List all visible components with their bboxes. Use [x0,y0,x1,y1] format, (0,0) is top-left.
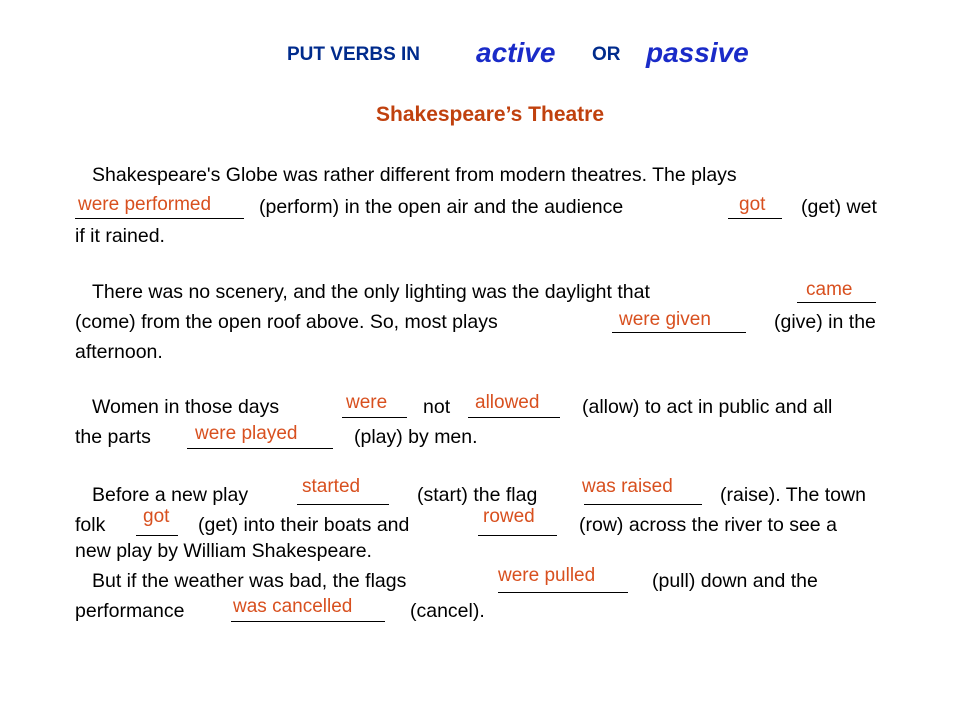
p2-line3: afternoon. [75,341,163,363]
p3-blank1 [342,417,407,418]
p5-line2a: performance [75,600,185,622]
p5-answer2: was cancelled [233,596,353,617]
p4-blank2 [584,504,702,505]
p4-answer4: rowed [483,506,535,527]
p3-hint3: (play) by men. [354,426,478,448]
p5-line1a: But if the weather was bad, the flags [92,570,407,592]
p5-blank2 [231,621,385,622]
p1-blank2 [728,218,782,219]
p1-answer1: were performed [78,194,212,215]
p1-answer2: got [739,194,766,215]
header-passive-word: passive [646,37,749,68]
p4-line2a: folk [75,514,106,536]
p5-blank1 [498,592,628,593]
p5-hint2: (cancel). [410,600,485,622]
p1-hint2: (get) wet [801,196,877,218]
p1-line1: Shakespeare's Globe was rather different from modern theatres. The plays [92,164,737,186]
p4-line3: new play by William Shakespeare. [75,540,372,562]
p4-answer1: started [302,476,361,497]
header-or: OR [592,44,621,65]
p5-answer1: were pulled [498,565,596,586]
p3-line2a: the parts [75,426,151,448]
p3-answer3: were played [195,423,298,444]
p2-blank2 [612,332,746,333]
p1-blank1 [75,218,244,219]
p2-line2a: (come) from the open roof above. So, most plays [75,311,498,333]
p3-line1a: Women in those days [92,396,280,418]
p2-blank1 [797,302,876,303]
p2-answer1: came [806,279,853,300]
p3-hint2: (allow) to act in public and all [582,396,833,418]
header-active-word: active [476,37,556,68]
p4-hint4: (row) across the river to see a [579,514,837,536]
p1-line3: if it rained. [75,225,165,247]
p2-answer2: were given [619,309,711,330]
p1-hint1: (perform) in the open air and the audience [259,196,624,218]
p4-line1a: Before a new play [92,484,249,506]
p3-blank3 [187,448,333,449]
p4-answer2: was raised [582,476,673,497]
p4-hint1: (start) the flag [417,484,538,506]
p4-answer3: got [143,506,170,527]
p3-blank2 [468,417,560,418]
p2-line1: There was no scenery, and the only lighting was the daylight that [92,281,650,303]
p5-hint1: (pull) down and the [652,570,818,592]
header-prefix: PUT VERBS IN [287,44,421,65]
p3-answer2: allowed [475,392,540,413]
p4-blank4 [478,535,557,536]
p4-hint2: (raise). The town [720,484,866,506]
p2-hint2: (give) in the [774,311,876,333]
p4-blank1 [297,504,389,505]
p4-blank3 [136,535,178,536]
p3-answer1: were [346,392,388,413]
p4-hint3: (get) into their boats and [198,514,410,536]
page-subtitle: Shakespeare’s Theatre [376,103,605,126]
p3-not: not [423,396,451,418]
